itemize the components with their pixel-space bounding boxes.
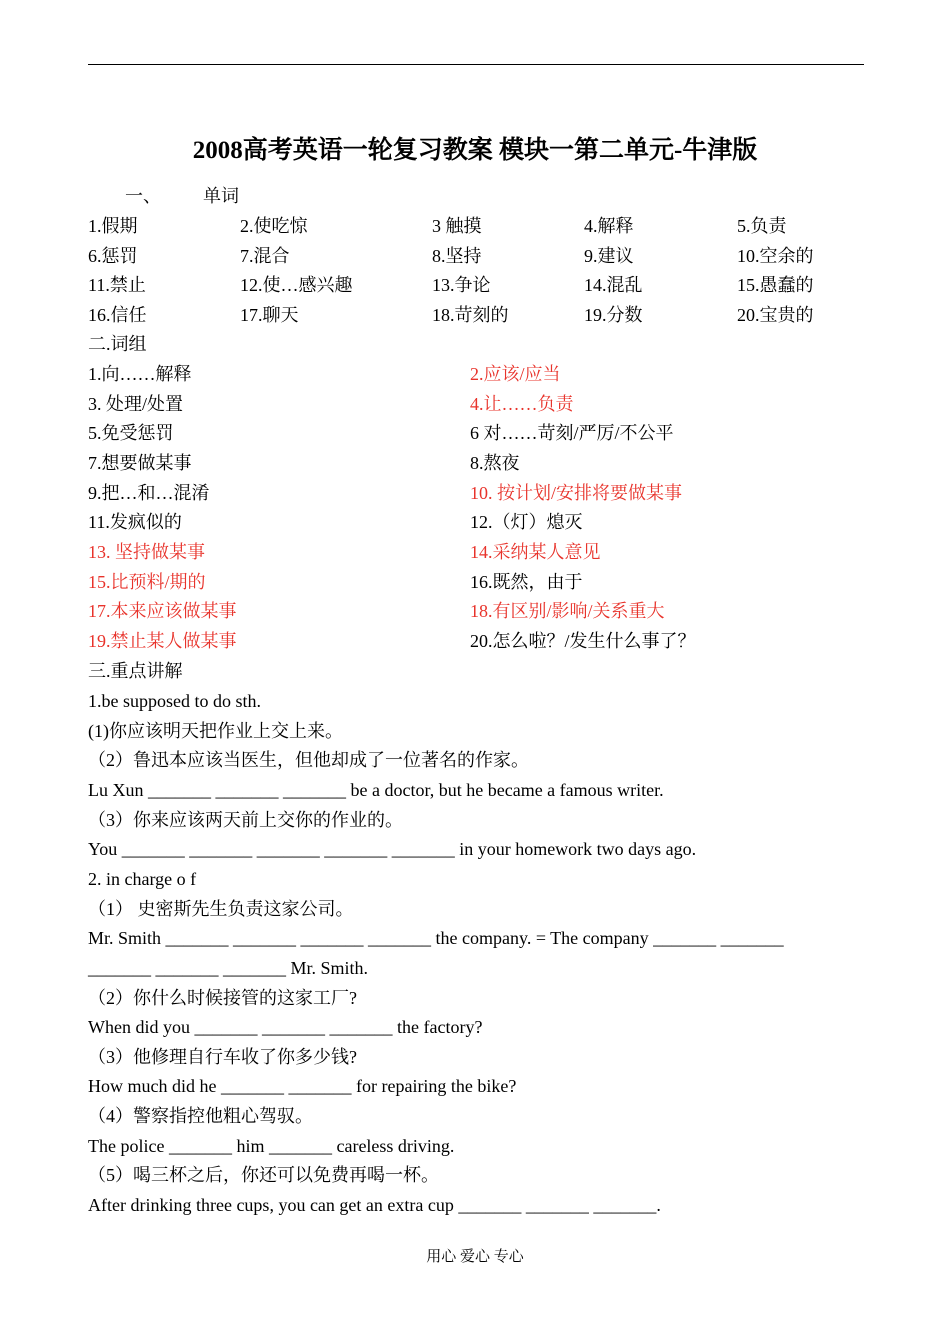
phrase-item: 8.熬夜	[470, 452, 520, 473]
vocab-row	[88, 241, 868, 271]
phrase-row	[88, 507, 868, 537]
vocab-item: 18.苛刻的	[432, 305, 509, 326]
vocab-item: 16.信任	[88, 305, 147, 326]
vocab-item: 4.解释	[584, 216, 634, 236]
phrase-row	[88, 448, 868, 478]
phrase-item: 6 对……苛刻/严厉/不公平	[470, 423, 674, 444]
phrase-item: 10. 按计划/安排将要做某事	[470, 482, 682, 503]
vocab-row	[88, 300, 868, 330]
explanation-line: （2）你什么时候接管的这家工厂?	[88, 987, 357, 1008]
vocab-item: 12.使…感兴趣	[240, 275, 353, 296]
phrase-item: 13. 坚持做某事	[88, 541, 205, 562]
vocab-item: 10.空余的	[737, 245, 814, 266]
vocab-item: 15.愚蠢的	[737, 275, 814, 296]
vocab-item: 7.混合	[240, 245, 290, 266]
phrase-item: 17.本来应该做某事	[88, 601, 237, 622]
explanation-line: Lu Xun _______ _______ _______ be a doctor, but he became a famous writer.	[88, 779, 664, 800]
explanation-line: The police _______ him _______ careless driving.	[88, 1135, 455, 1156]
vocab-item: 17.聊天	[240, 305, 299, 326]
phrase-item: 9.把…和…混淆	[88, 482, 210, 503]
vocab-item: 6.惩罚	[88, 245, 138, 266]
phrase-row	[88, 359, 868, 389]
explanation-line: How much did he _______ _______ for repairing the bike?	[88, 1076, 517, 1097]
section1-title: 单词	[203, 186, 239, 206]
explanation-line: （4）警察指控他粗心驾驭。	[88, 1106, 313, 1127]
document-title: 2008高考英语一轮复习教案 模块一第二单元-牛津版	[192, 137, 758, 164]
vocab-item: 2.使吃惊	[240, 216, 308, 236]
phrase-row	[88, 626, 868, 656]
phrase-item: 4.让……负责	[470, 393, 574, 414]
phrase-item: 19.禁止某人做某事	[88, 630, 237, 651]
phrase-row	[88, 537, 868, 567]
explanation-line: （1） 史密斯先生负责这家公司。	[88, 898, 354, 919]
phrase-item: 3. 处理/处置	[88, 393, 184, 414]
explanation-line: When did you _______ _______ _______ the factory?	[88, 1017, 483, 1038]
vocab-item: 20.宝贵的	[737, 305, 814, 326]
vocab-item: 11.禁止	[88, 275, 146, 296]
explanation-line: You _______ _______ _______ _______ _______ in your homework two days ago.	[88, 839, 697, 860]
vocab-item: 13.争论	[432, 275, 491, 296]
phrase-item: 1.向……解释	[88, 364, 192, 384]
phrase-item: 15.比预料/期的	[88, 571, 206, 592]
phrase-item: 18.有区别/影响/关系重大	[470, 601, 665, 622]
phrase-row	[88, 596, 868, 626]
vocab-item: 1.假期	[88, 216, 138, 236]
phrase-row	[88, 418, 868, 448]
page-footer: 用心 爱心 专心	[426, 1249, 524, 1265]
phrase-item: 7.想要做某事	[88, 452, 192, 473]
explanation-line: 1.be supposed to do sth.	[88, 691, 261, 711]
phrase-row	[88, 567, 868, 597]
explanation-line: (1)你应该明天把作业上交上来。	[88, 720, 343, 741]
explanation-line: After drinking three cups, you can get an extra cup _______ _______ _______.	[88, 1195, 661, 1216]
explanation-line: 2. in charge o f	[88, 868, 197, 889]
vocab-item: 3 触摸	[432, 216, 482, 236]
phrase-item: 20.怎么啦？/发生什么事了？	[470, 630, 696, 651]
phrase-row	[88, 478, 868, 508]
phrase-item: 2.应该/应当	[470, 364, 561, 384]
vocab-item: 19.分数	[584, 305, 643, 326]
explanation-line: _______ _______ _______ Mr. Smith.	[88, 957, 369, 978]
vocab-item: 9.建议	[584, 245, 634, 266]
vocab-item: 14.混乱	[584, 275, 643, 296]
section1-heading	[88, 181, 868, 211]
section3-heading: 三.重点讲解	[88, 661, 183, 681]
explanation-line: （3）他修理自行车收了你多少钱?	[88, 1046, 357, 1067]
vocab-item: 5.负责	[737, 216, 787, 236]
explanation-line: （3）你来应该两天前上交你的作业的。	[88, 809, 403, 830]
phrase-item: 11.发疯似的	[88, 512, 182, 533]
section1-number: 一、	[125, 186, 161, 206]
vocab-row	[88, 270, 868, 300]
vocab-item: 8.坚持	[432, 245, 482, 266]
phrase-item: 5.免受惩罚	[88, 423, 174, 444]
vocab-row	[88, 211, 868, 241]
phrase-row	[88, 389, 868, 419]
phrase-item: 12.（灯）熄灭	[470, 512, 583, 533]
explanation-line: Mr. Smith _______ _______ _______ _______ the company. = The company _______ _______	[88, 928, 784, 949]
explanation-line: （2）鲁迅本应该当医生，但他却成了一位著名的作家。	[88, 750, 529, 771]
header-rule	[88, 64, 864, 65]
phrase-item: 16.既然，由于	[470, 571, 583, 592]
section2-heading: 二.词组	[88, 334, 147, 354]
phrase-item: 14.采纳某人意见	[470, 541, 601, 562]
explanation-line: （5）喝三杯之后，你还可以免费再喝一杯。	[88, 1165, 439, 1186]
